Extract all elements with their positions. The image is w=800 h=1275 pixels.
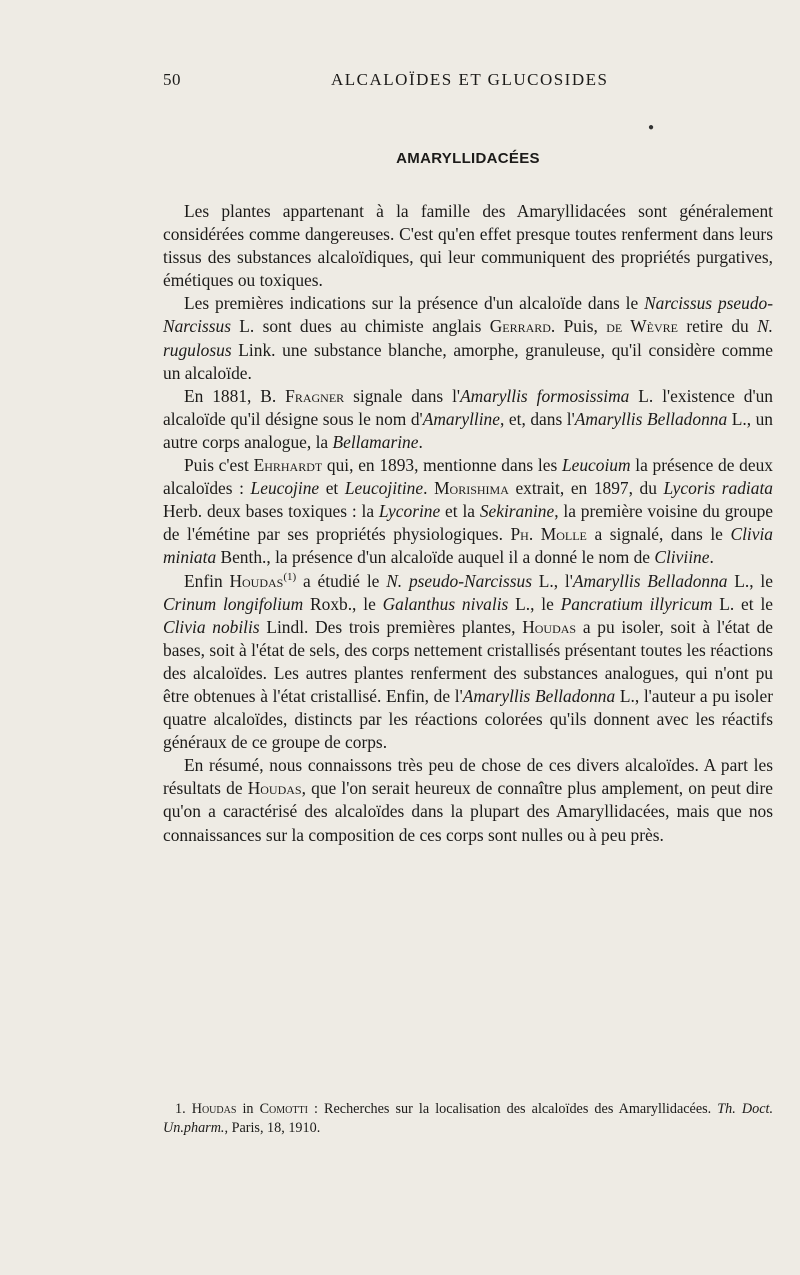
text-run: En résumé, nous connaissons très peu de chose de ces divers alcaloïdes. A part les résultats de <box>163 755 773 799</box>
text-run: et <box>319 478 345 499</box>
author-name: Houdas <box>229 570 284 591</box>
text-run: L. l'existence d'un alcaloïde qu'il désigne sous le nom d' <box>163 385 774 429</box>
text-run: En 1881, B. <box>184 385 286 406</box>
alkaloid-name: Amarylline <box>422 408 500 429</box>
text-run: a signalé, dans le <box>586 524 731 545</box>
journal-title: Th. Doct. Un.pharm. <box>163 1101 774 1136</box>
paragraph-6 <box>163 754 773 846</box>
paragraph-4 <box>163 454 773 569</box>
text-run: la présence de deux alcaloïdes : <box>163 455 773 499</box>
footnote-reference[interactable]: (1) <box>283 570 297 583</box>
paragraph-3 <box>163 385 773 454</box>
text-run: . <box>709 547 714 568</box>
alkaloid-name: Leucojitine <box>344 478 424 499</box>
text-run: qui, en 1893, mentionne dans les <box>322 455 562 476</box>
species-name: Amaryllis Belladonna <box>572 570 728 591</box>
paragraph-1 <box>163 200 773 292</box>
text-run: L. et le <box>712 593 773 614</box>
species-name: Pancratium illyricum <box>560 593 713 614</box>
text-run: Les premières indications sur la présence d'un alcaloïde dans le <box>184 293 645 314</box>
text-run: extrait, en 1897, du <box>508 478 664 499</box>
text-run: . Puis, <box>550 316 607 337</box>
species-name: Clivia miniata <box>163 524 773 568</box>
alkaloid-name: Leucojine <box>250 478 320 499</box>
ornament-dot-icon: ● <box>648 122 655 133</box>
text-run: L., le <box>727 570 773 591</box>
species-name: Narcissus pseudo-Narcissus <box>163 293 774 337</box>
running-header <box>163 70 773 94</box>
text-run: L., le <box>508 593 561 614</box>
author-name: Fragner <box>285 385 345 406</box>
text-run: Lindl. Des trois premières plantes, <box>259 616 523 637</box>
alkaloid-name: Lycorine <box>378 501 441 522</box>
text-run: Herb. deux bases toxiques : la <box>163 501 379 522</box>
text-run: a pu isoler, soit à l'état de bases, soit à l'état de sels, des corps nettement cristallisés présentant toutes les réactions des alcaloïdes. Les autres plantes renferment des substances analogues, qui n'ont pu être obtenues à l'état cristallisé. Enfin, de l' <box>163 616 773 706</box>
species-name: Crinum longifolium <box>163 593 304 614</box>
author-name: Houdas <box>191 1101 237 1117</box>
text-run: , la première voisine du groupe de l'émétine par ses propriétés physiologiques. <box>163 501 773 545</box>
species-name: Amaryllis Belladonna <box>462 685 616 706</box>
text-run: Link. une substance blanche, amorphe, granuleuse, qu'il considère comme un alcaloïde. <box>163 339 773 383</box>
species-name: Clivia nobilis <box>163 616 260 637</box>
species-name: Galanthus nivalis <box>382 593 509 614</box>
text-run: Roxb., le <box>303 593 383 614</box>
author-name: Morishima <box>434 478 509 499</box>
paragraph-2 <box>163 292 773 384</box>
author-name: Houdas <box>247 778 302 799</box>
text-run: Les plantes appartenant à la famille des Amaryllidacées sont généralement considérées comme dangereuses. C'est qu'en effet presque toutes renferment dans leurs tissus des substances alcaloïdiques, qui leur communiquent des propriétés purgatives, émétiques ou toxiques. <box>163 201 773 291</box>
text-run: L., un autre corps analogue, la <box>163 408 773 452</box>
author-name: Comotti <box>259 1101 308 1117</box>
body-text <box>163 200 773 847</box>
author-name: Ehrhardt <box>253 455 323 476</box>
text-run: et la <box>440 501 480 522</box>
text-run: L., l' <box>531 570 573 591</box>
text-run: L., l'auteur a pu isoler quatre alcaloïdes, distincts par les réactions colorées qu'ils donnent avec les réactifs généraux de ce groupe de corps. <box>163 685 774 753</box>
footnote-number: 1. <box>175 1101 186 1117</box>
text-run: L. sont dues au chimiste anglais <box>230 316 490 337</box>
species-name: Lycoris radiata <box>663 478 773 499</box>
text-run: , Paris, 18, 1910. <box>224 1120 321 1136</box>
species-name: Leucoium <box>561 455 631 476</box>
text-run: : Recherches sur la localisation des alcaloïdes des Amaryllidacées. <box>307 1101 718 1117</box>
text-run: signale dans l' <box>344 385 461 406</box>
species-name: N. pseudo-Narcissus <box>386 570 532 591</box>
alkaloid-name: Sekiranine <box>479 501 555 522</box>
text-run: retire du <box>678 316 758 337</box>
alkaloid-name: Cliviine <box>654 547 710 568</box>
species-name: N. rugulosus <box>163 316 774 360</box>
author-name: Gerrard <box>489 316 551 337</box>
text-run: , et, dans l' <box>499 408 575 429</box>
alkaloid-name: Bellamarine <box>332 431 419 452</box>
author-name: Ph. Molle <box>510 524 587 545</box>
text-run: in <box>236 1101 260 1117</box>
text-run: a étudié le <box>296 570 387 591</box>
running-title: ALCALOÏDES ET GLUCOSIDES <box>331 70 609 89</box>
species-name: Amaryllis formosissima <box>460 385 630 406</box>
author-name: Houdas <box>522 616 577 637</box>
text-run: . <box>418 431 423 452</box>
author-name: de Wèvre <box>606 316 678 337</box>
text-run: Enfin <box>184 570 230 591</box>
page-number: 50 <box>163 70 181 89</box>
species-name: Amaryllis Belladonna <box>574 408 728 429</box>
text-run: Benth., la présence d'un alcaloïde auquel il a donné le nom de <box>216 547 655 568</box>
footnote <box>163 1100 773 1138</box>
text-run: . <box>423 478 435 499</box>
paragraph-5 <box>163 570 773 755</box>
text-run: Puis c'est <box>184 455 254 476</box>
text-run: , que l'on serait heureux de connaître plus amplement, on peut dire qu'on a caractérisé des alcaloïdes dans la plupart des Amaryllidacées, mais que nos connaissances sur la composition de ces corps sont nulles ou à peu près. <box>163 778 773 845</box>
section-title: AMARYLLIDACÉES <box>396 150 540 167</box>
